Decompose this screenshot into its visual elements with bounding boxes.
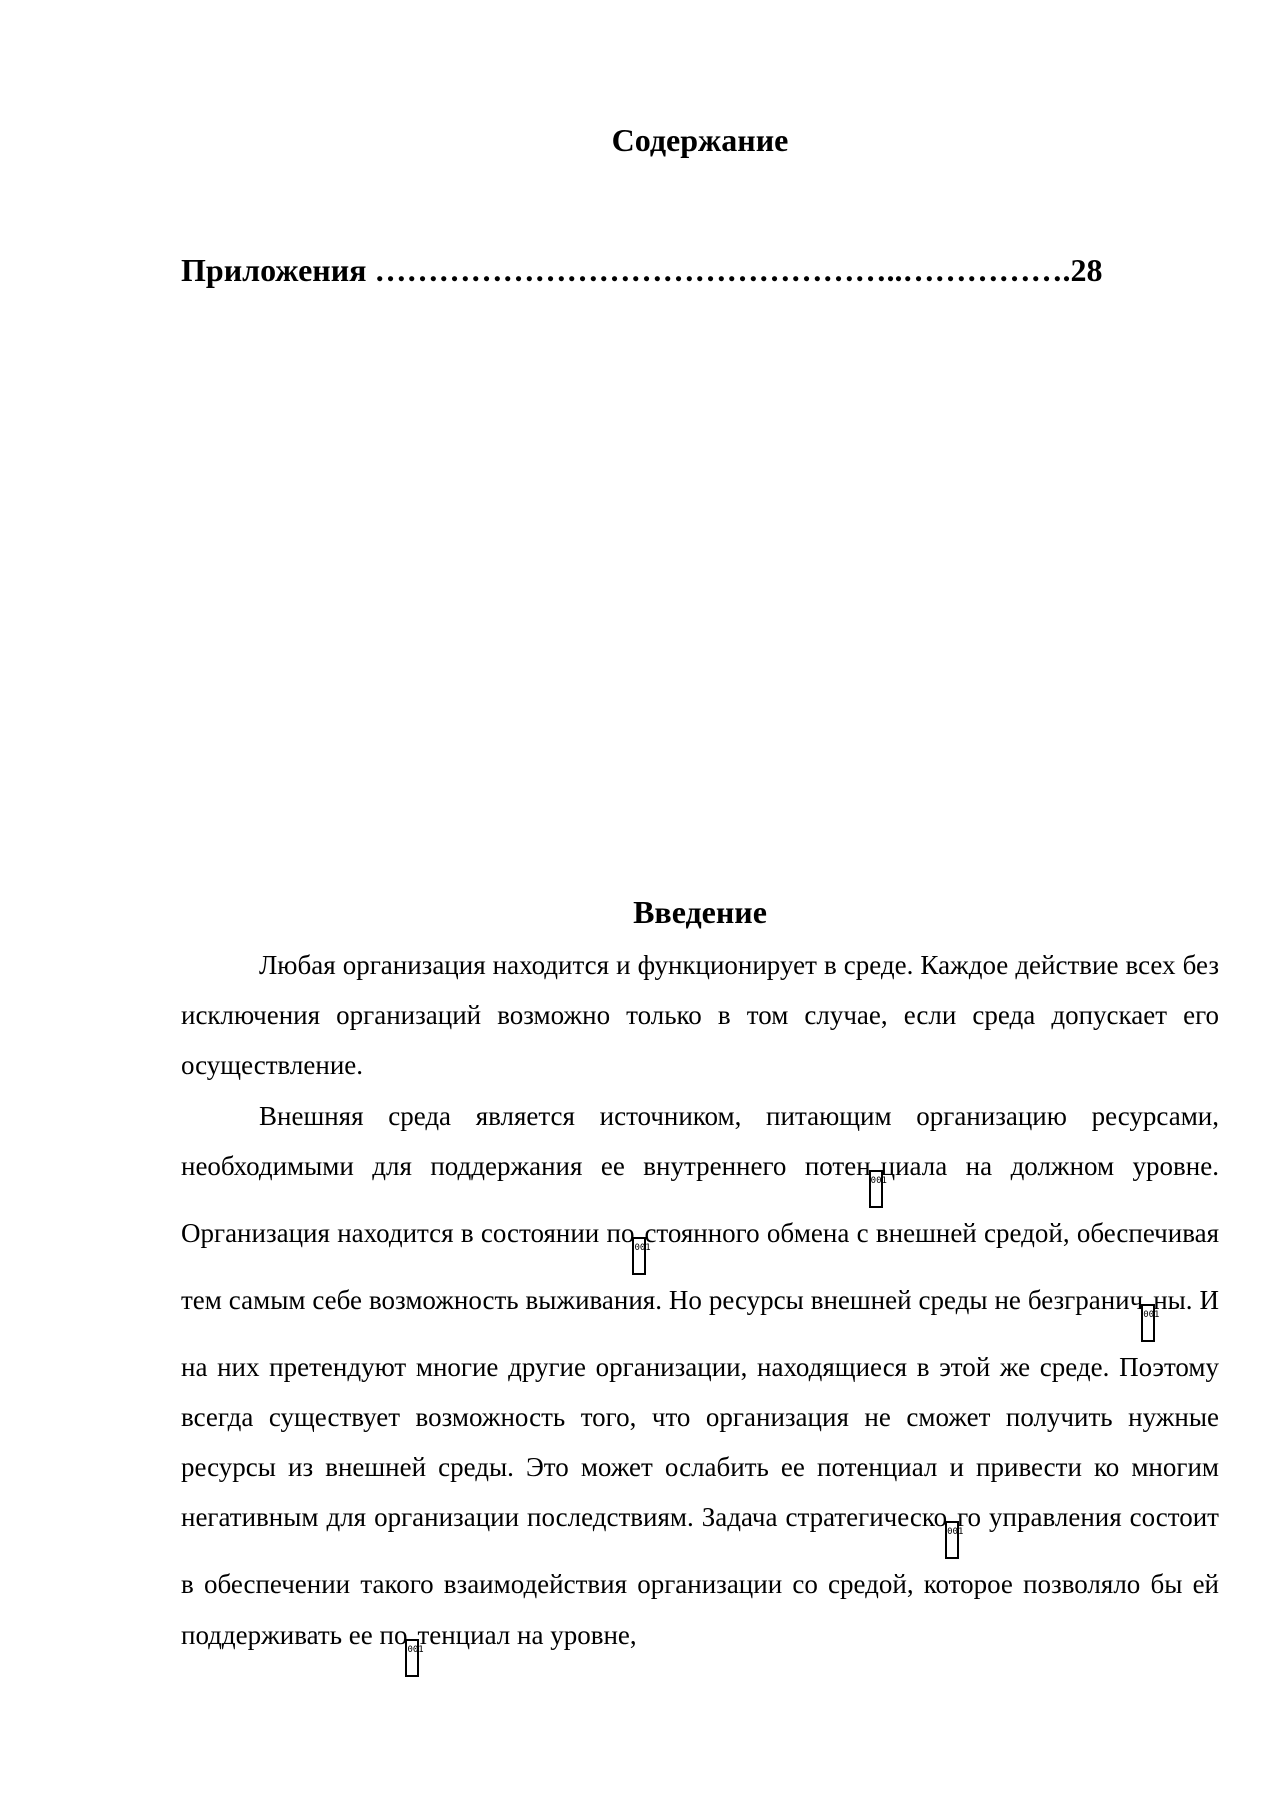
introduction-title: Введение (633, 894, 767, 930)
paragraph-segment: стоянного обмена с внешней средой, обеспечивая тем самым себе возможность выживания. Но ресурсы внешней среды не безгранич (181, 1217, 1219, 1315)
missing-glyph-code: 001 (947, 1527, 964, 1538)
paragraph-segment: ны. И на них претендуют многие другие организации, находящиеся в этой же среде. Поэтому всегда существует возможность того, что организация не сможет получить нужные ресурсы из внешней среды. Это может ослабить ее потенциал и привести ко многим негативным для организации последствиям. Задача стратегическо (181, 1284, 1219, 1533)
toc-entry-label: Приложения (181, 252, 367, 288)
introduction-paragraph-2 (181, 1091, 1219, 1677)
paragraph-segment: циала на должном уровне. Организация находится в состоянии по (181, 1150, 1219, 1248)
missing-glyph-code: 001 (634, 1242, 651, 1253)
missing-glyph-code: 001 (1143, 1309, 1160, 1320)
missing-glyph-code: 001 (870, 1175, 887, 1186)
toc-entry-page-number: 28 (1070, 252, 1103, 288)
toc-entry-leader: …………………………………………..……………. (374, 252, 1071, 288)
introduction-body (181, 940, 1219, 1677)
paragraph-segment: Внешняя среда является источником, питающим организацию ресурсами, необходимыми для поддержания ее внутреннего потен (181, 1100, 1219, 1181)
paragraph-segment: го управления состоит в обеспечении такого взаимодействия организации со средой, которое позволяло бы ей поддерживать ее по (181, 1502, 1219, 1650)
missing-glyph-code: 001 (407, 1644, 424, 1655)
paragraph-segment: тенциал на уровне, (417, 1619, 637, 1650)
introduction-paragraph-1: Любая организация находится и функционирует в среде. Каждое действие всех без исключения организаций возможно только в том случае, если среда допускает его осуществление. (181, 950, 1219, 1081)
toc-title: Содержание (611, 122, 789, 158)
toc-entry-appendices (181, 247, 1221, 293)
